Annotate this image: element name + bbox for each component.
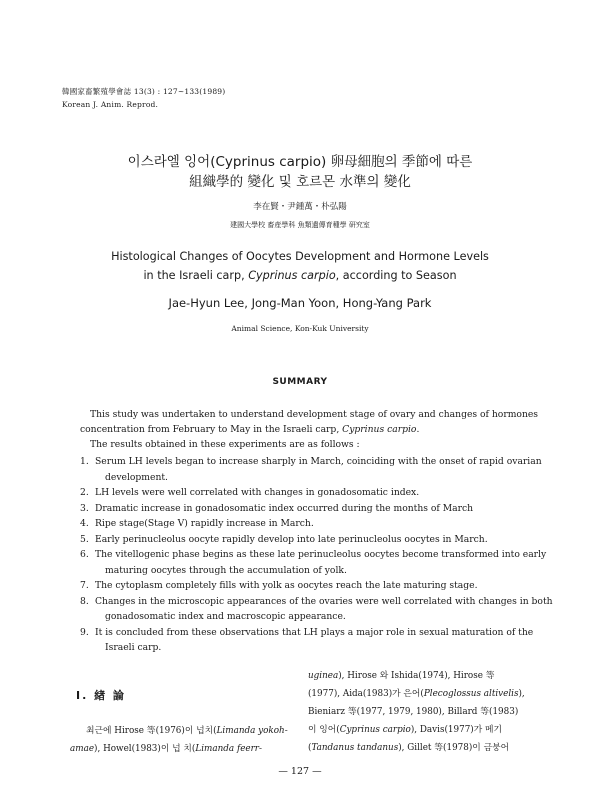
result-number: 2. (80, 487, 89, 498)
result-item (80, 501, 540, 517)
authors-english: Jae-Hyun Lee, Jong-Man Yoon, Hong-Yang Park (168, 296, 432, 310)
title-english-line2 (0, 269, 600, 282)
intro-right-line2-italic: Plecoglossus altivelis (423, 689, 519, 699)
result-text-line: development. (105, 471, 168, 483)
intro-right-line4 (308, 722, 502, 735)
title-korean-line2: 組織學的 變化 및 호르몬 水準의 變化 (189, 174, 411, 190)
result-number: 6. (80, 549, 89, 560)
result-text-line: Changes in the microscopic appearances of the ovaries were well correlated with changes in both (95, 595, 553, 607)
result-text-line: The cytoplasm completely fills with yolk as oocytes reach the late maturing stage. (95, 580, 478, 591)
summary-para1-line2-post: . (416, 424, 420, 435)
result-text (95, 516, 540, 532)
result-number: 4. (80, 518, 89, 529)
result-text-line: Israeli carp. (105, 642, 162, 653)
summary-species: Cyprinus carpio (342, 424, 417, 435)
intro-left-line2-italic2: Limanda feerr- (195, 744, 262, 754)
result-text (95, 485, 540, 501)
intro-left-line2-mid: ), Howel(1983)이 넙 치( (94, 744, 196, 754)
summary-heading: SUMMARY (272, 377, 328, 387)
intro-right-line5-post: ), Gillet 等(1978)이 금붕어 (398, 743, 510, 753)
title-korean-line1: 이스라엘 잉어(Cyprinus carpio) 卵母細胞의 季節에 따른 (127, 154, 473, 170)
result-text (95, 578, 540, 594)
result-text (95, 594, 553, 625)
intro-right-line4-pre: 이 잉어( (308, 725, 340, 735)
result-number: 7. (80, 580, 89, 591)
result-text-line: maturing oocytes through the accumulation of yolk. (105, 564, 347, 576)
intro-right-line4-italic: Cyprinus carpio (339, 725, 411, 735)
summary-para1-line2 (80, 424, 419, 435)
result-item (80, 594, 553, 625)
result-number: 1. (80, 456, 89, 467)
title-english-line2-post: , according to Season (335, 269, 457, 282)
result-text-line: Serum LH levels began to increase sharply in March, coinciding with the onset of rapid ovarian (95, 456, 542, 467)
results-list (80, 454, 553, 656)
title-english-line1: Histological Changes of Oocytes Development and Hormone Levels (111, 250, 489, 263)
affiliation-korean: 建國大學校 畜産學科 魚類遺傳育種學 研究室 (230, 221, 370, 229)
result-text-line: The vitellogenic phase begins as these late perinucleolus oocytes become transformed into early (95, 549, 547, 560)
summary-para1-line2-pre: concentration from February to May in the Israeli carp, (80, 424, 340, 435)
result-item (80, 625, 540, 656)
intro-right-line5-pre: ( (308, 743, 312, 753)
result-number: 9. (80, 626, 89, 638)
result-text (95, 625, 540, 656)
result-text-line: Ripe stage(Stage V) rapidly increase in March. (95, 518, 314, 529)
result-text-line: Early perinucleolus oocyte rapidly develop into late perinucleolus oocytes in March. (95, 533, 488, 545)
result-text-line: It is concluded from these observations that LH plays a major role in sexual maturation of the (95, 626, 534, 638)
result-text-line: gonadosomatic index and macroscopic appearance. (105, 611, 346, 622)
journal-citation: 韓國家畜繁殖學會誌 13(3) : 127~133(1989) (62, 87, 226, 96)
intro-right-line1 (308, 668, 495, 681)
result-number: 5. (80, 533, 89, 545)
result-item (80, 454, 540, 485)
result-text (95, 532, 540, 548)
summary-para2: The results obtained in these experiments are as follows : (90, 439, 360, 450)
result-text (95, 547, 546, 578)
intro-right-line2-pre: (1977), Aida(1983)가 은어( (308, 689, 424, 699)
affiliation-english: Animal Science, Kon-Kuk University (231, 324, 369, 333)
summary-para1-line1: This study was undertaken to understand development stage of ovary and changes of hormones (90, 409, 539, 420)
result-item (80, 547, 547, 578)
result-text (95, 501, 540, 517)
species-name: Cyprinus carpio (248, 269, 336, 282)
intro-left-line2 (70, 741, 262, 754)
intro-left-line2-italic: amae (70, 744, 95, 754)
intro-left-line1-italic: Limanda yokoh- (216, 726, 288, 736)
result-text-line: LH levels were well correlated with changes in gonadosomatic index. (95, 487, 420, 498)
intro-right-line4-post: ), Davis(1977)가 메기 (410, 725, 503, 735)
result-item (80, 578, 540, 594)
introduction-heading: I. 緖 論 (76, 689, 126, 702)
intro-right-line2-post: ), (518, 689, 525, 699)
result-text-line: Dramatic increase in gonadosomatic index occurred during the months of March (95, 502, 474, 514)
title-english-line2-pre: in the Israeli carp, (143, 269, 245, 282)
result-number: 3. (80, 502, 89, 514)
intro-right-line3: Bieniarz 等(1977, 1979, 1980), Billard 等(1983) (308, 707, 519, 717)
result-item (80, 485, 540, 501)
result-number: 8. (80, 595, 89, 607)
result-item (80, 516, 540, 532)
intro-right-line1-italic: uginea (308, 671, 339, 681)
intro-left-line1-pre: 최근에 Hirose 等(1976)이 넙치( (86, 726, 217, 736)
result-item (80, 532, 540, 548)
intro-right-line1-post: ), Hirose 와 Ishida(1974), Hirose 等 (338, 671, 495, 681)
intro-right-line5-italic: Tandanus tandanus (311, 743, 399, 753)
authors-korean: 李在賢・尹鍾萬・朴弘陽 (253, 202, 347, 212)
intro-left-line1 (86, 723, 288, 736)
intro-right-line2 (308, 686, 525, 699)
journal-name: Korean J. Anim. Reprod. (62, 100, 159, 109)
page-number: — 127 — (278, 766, 322, 777)
intro-right-line5 (308, 740, 509, 753)
result-text (95, 454, 542, 485)
